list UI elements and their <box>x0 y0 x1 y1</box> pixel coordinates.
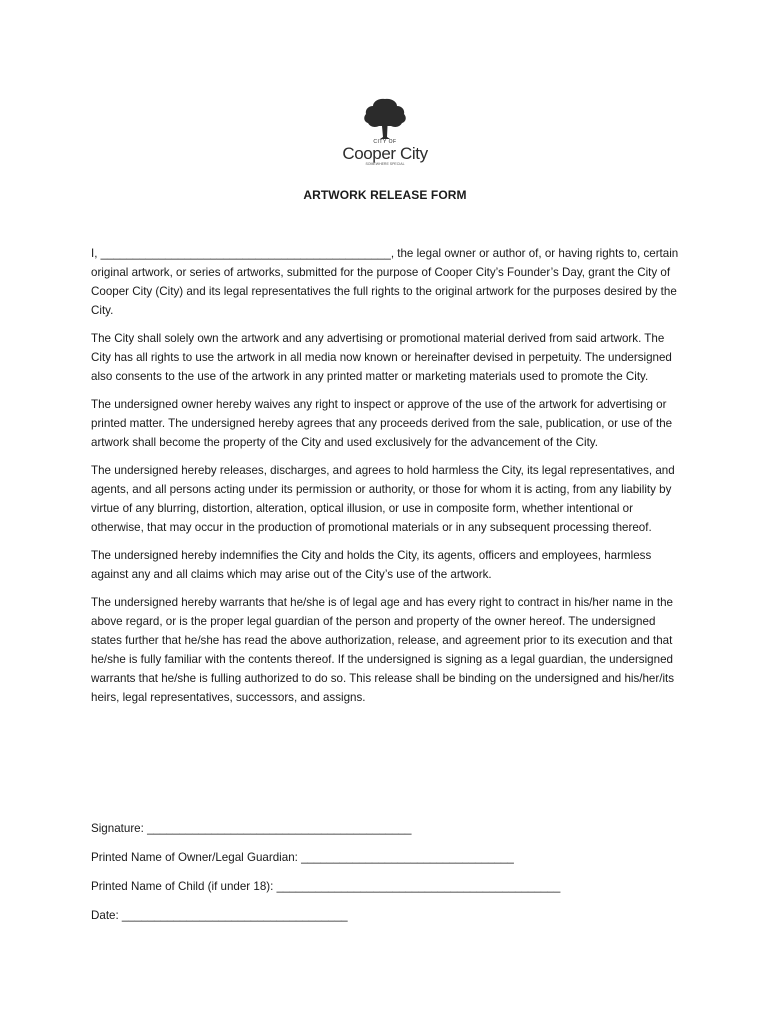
printed-name-owner-field[interactable]: Printed Name of Owner/Legal Guardian: _________________________________ <box>91 851 514 864</box>
logo-small-text: CITY OF <box>373 139 397 145</box>
paragraph-release: The undersigned hereby releases, discharges, and agrees to hold harmless the City, its legal representatives, and agents, and all persons acting under its permission or authority, or those for whom it is acting, from any liability by virtue of any blurring, distortion, alteration, optical illusion, or use in composite form, whether intentional or otherwise, that may occur in the production of promotional materials or in any subsequent processing thereof. <box>91 464 675 534</box>
paragraph-ownership: The City shall solely own the artwork and any advertising or promotional material derived from said artwork. The City has all rights to use the artwork in all media now known or hereinafter devised in perpetuity. The undersigned also consents to the use of the artwork in any printed matter or marketing materials used to promote the City. <box>91 332 672 383</box>
form-body <box>91 244 681 716</box>
signature-block <box>91 822 681 938</box>
cooper-city-logo <box>340 96 430 170</box>
paragraph-grant: I, _____________________________________________, the legal owner or author of, or having rights to, certain original artwork, or series of artworks, submitted for the purpose of Cooper City’s Founder’s Day, grant the City of Cooper City (City) and its legal representatives the full rights to the original artwork for the purposes desired by the City. <box>91 247 679 317</box>
tree-icon <box>362 96 408 140</box>
paragraph-waiver: The undersigned owner hereby waives any right to inspect or approve of the use of the artwork for advertising or printed matter. The undersigned hereby agrees that any proceeds derived from the sale, publication, or use of the artwork shall become the property of the City and used exclusively for the advancement of the City. <box>91 398 673 449</box>
signature-field[interactable]: Signature: _________________________________________ <box>91 822 412 835</box>
logo-tagline: SOMEWHERE SPECIAL <box>365 162 405 166</box>
form-title: ARTWORK RELEASE FORM <box>303 188 467 202</box>
printed-name-child-field[interactable]: Printed Name of Child (if under 18): ____________________________________________ <box>91 880 561 893</box>
date-field[interactable]: Date: ___________________________________ <box>91 909 348 922</box>
paragraph-indemnify: The undersigned hereby indemnifies the City and holds the City, its agents, officers and employees, harmless against any and all claims which may arise out of the City’s use of the artwork. <box>91 549 652 581</box>
logo-city-name: Cooper City <box>342 144 428 163</box>
paragraph-warranty: The undersigned hereby warrants that he/she is of legal age and has every right to contract in his/her name in the above regard, or is the proper legal guardian of the person and property of the owner hereof. The undersigned states further that he/she has read the above authorization, release, and agreement prior to its execution and that he/she is fully familiar with the contents thereof. If the undersigned is signing as a legal guardian, the undersigned warrants that he/she is fulling authorized to do so. This release shall be binding on the undersigned and his/her/its heirs, legal representatives, successors, and assigns. <box>91 596 675 704</box>
